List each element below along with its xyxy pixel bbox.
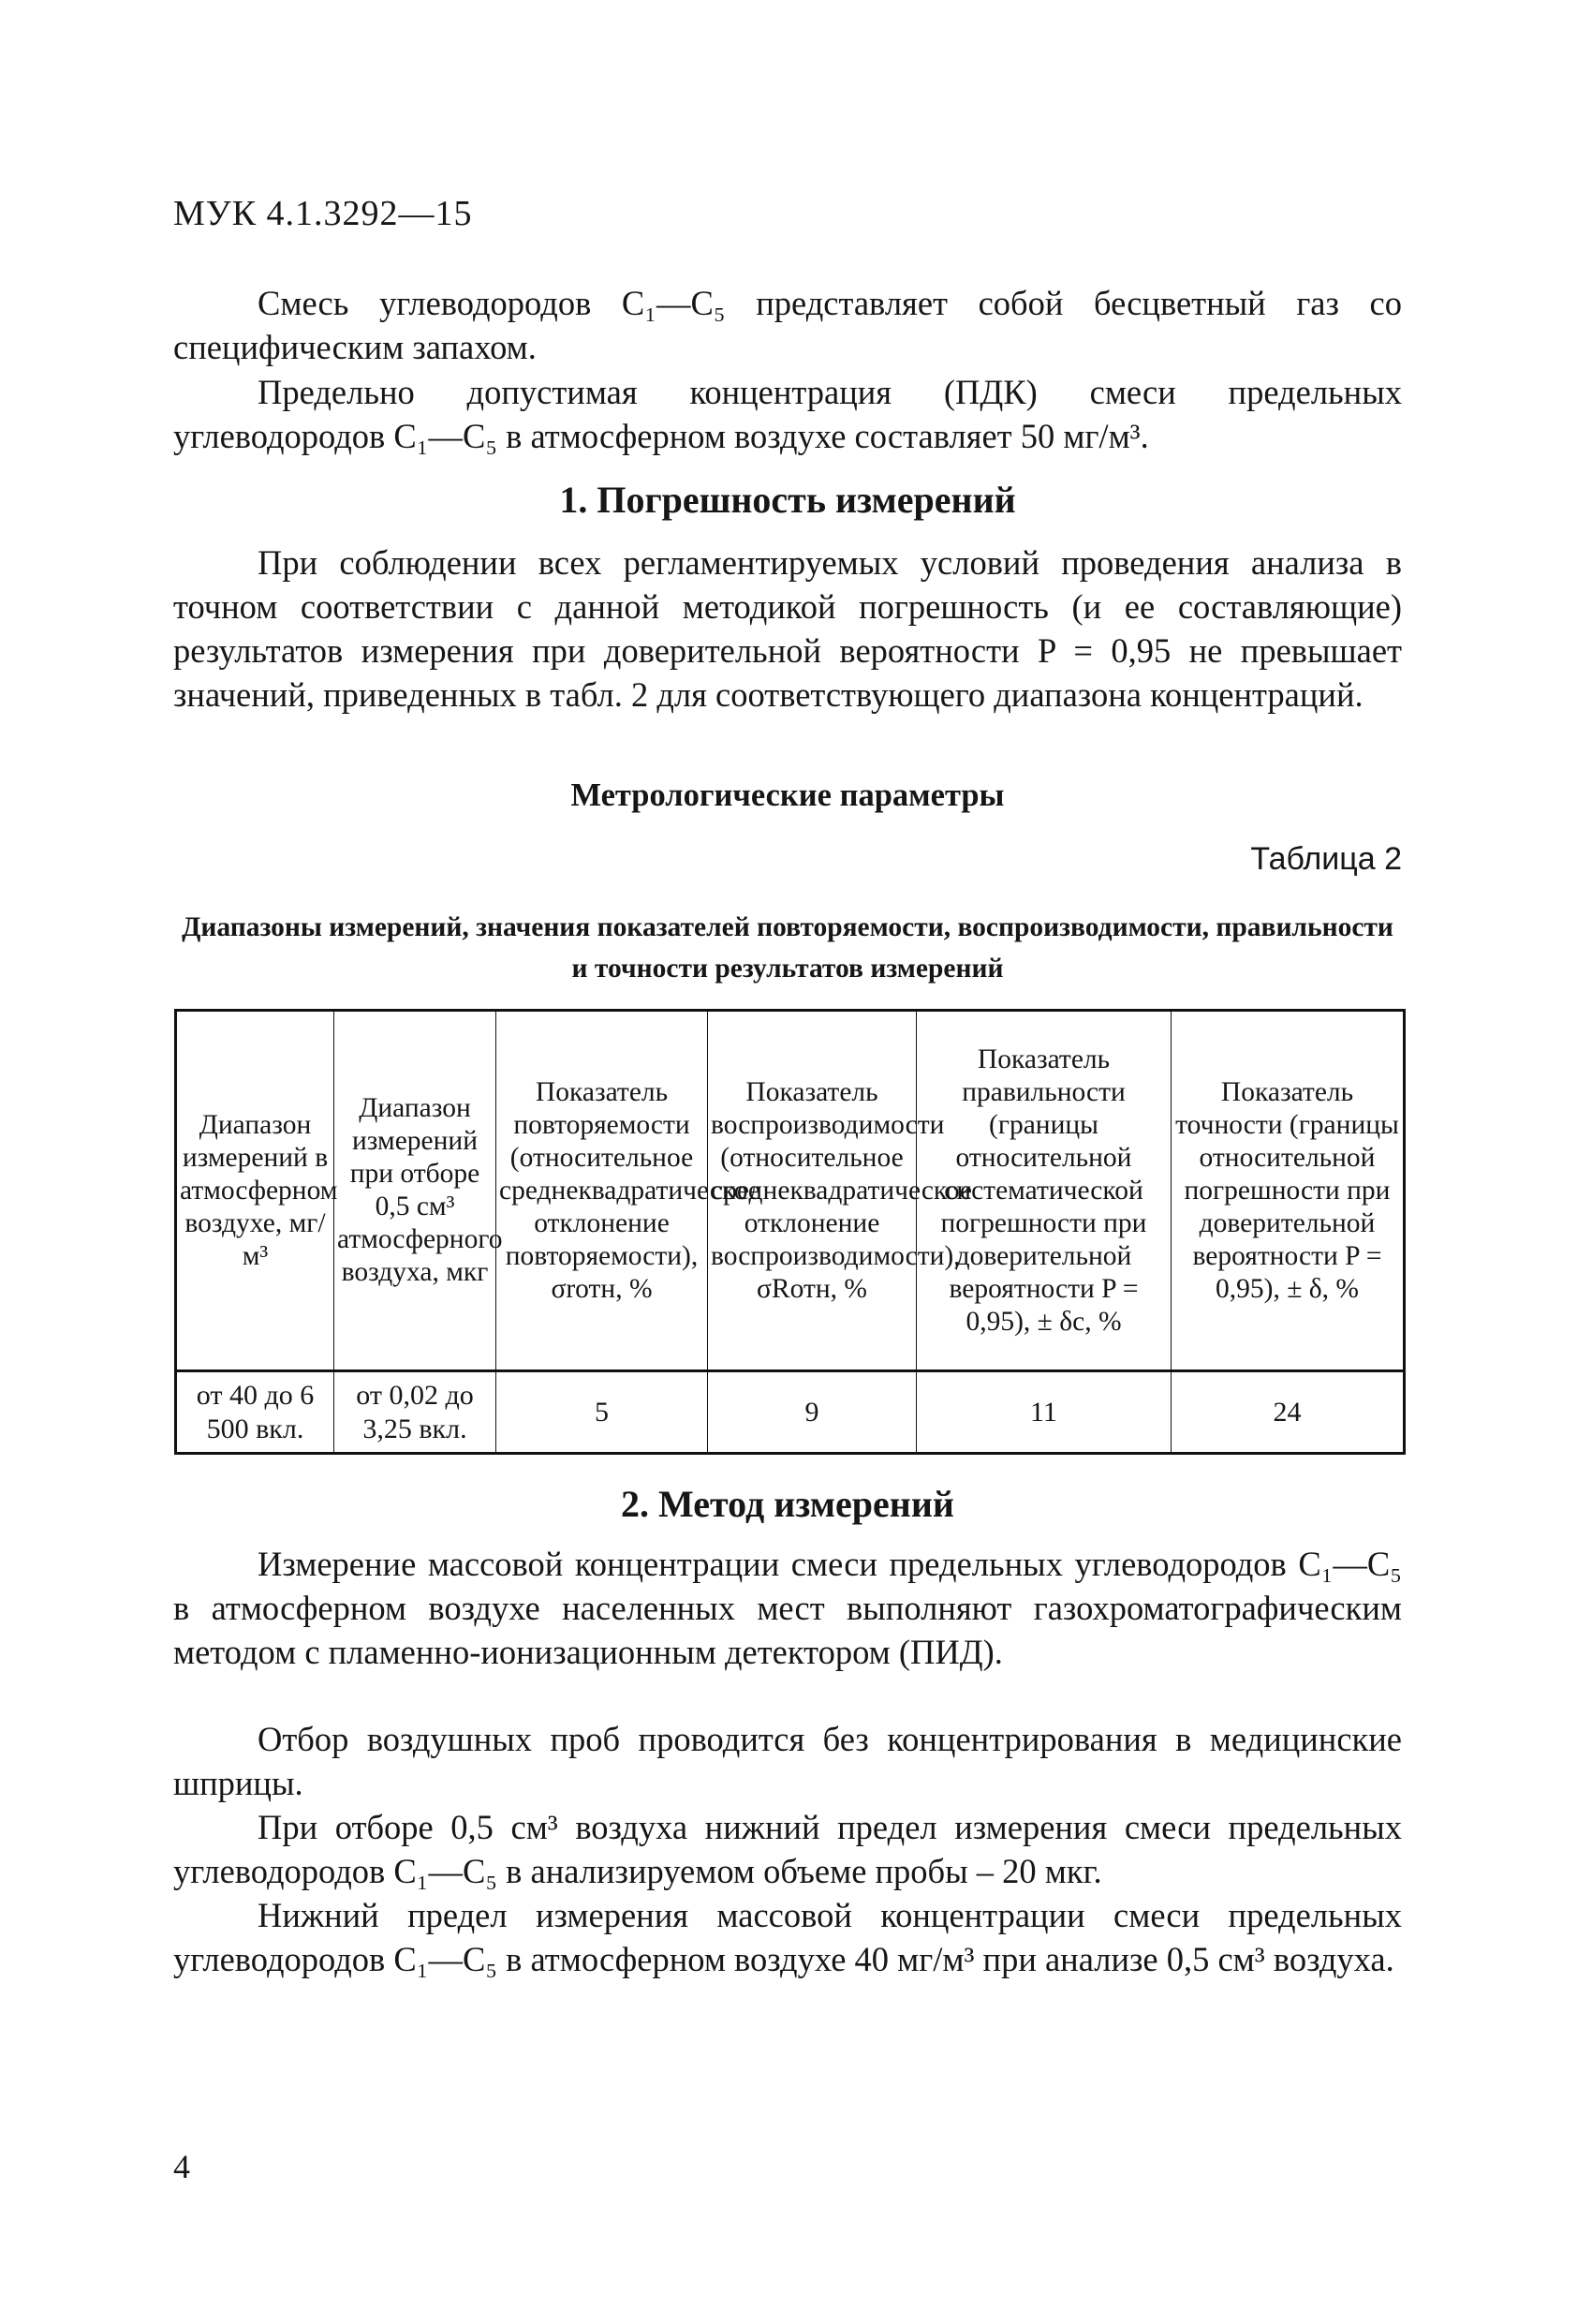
table-cell: 5 xyxy=(496,1371,708,1454)
section-2-title: 2. Метод измерений xyxy=(621,1483,954,1525)
table-cell: 11 xyxy=(917,1371,1172,1454)
table-header-row xyxy=(176,1011,1405,1371)
table-cell: 24 xyxy=(1172,1371,1405,1454)
section-1-subtitle: Метрологические параметры xyxy=(570,777,1005,813)
section-2-paragraph-1: Измерение массовой концентрации смеси предельных углеводородов C₁—C₅ в атмосферном воздухе населенных мест выполняют газохроматографическим методом с пламенно-ионизационным детектором (ПИД). xyxy=(173,1545,1402,1671)
section-1-paragraph: При соблюдении всех регламентируемых условий проведения анализа в точном соответствии с данной методикой погрешность (и ее составляющие) результатов измерения при доверительной вероятности P = 0,95 не превышает значений, приведенных в табл. 2 для соответствующего диапазона концентраций. xyxy=(173,543,1402,714)
table-cell: 9 xyxy=(708,1371,917,1454)
section-1-title: 1. Погрешность измерений xyxy=(559,479,1016,521)
table-header-cell: Диапазон измерений при отборе 0,5 см³ атмосферного воздуха, мкг xyxy=(334,1011,496,1371)
metrological-table xyxy=(174,1009,1406,1455)
table-header-cell: Диапазон измерений в атмосферном воздухе, мг/м³ xyxy=(176,1011,334,1371)
table-row xyxy=(176,1371,1405,1454)
table-label: Таблица 2 xyxy=(1250,841,1402,877)
page-number: 4 xyxy=(173,2148,190,2185)
table-header-cell: Показатель правильности (границы относительной систематической погрешности при доверительной вероятности P = 0,95), ± δс, % xyxy=(917,1011,1172,1371)
table-header-cell: Показатель воспроизводимости (относительное среднеквадратическое отклонение воспроизводимости), σRотн, % xyxy=(708,1011,917,1371)
section-2-paragraph-4: Нижний предел измерения массовой концентрации смеси предельных углеводородов C₁—C₅ в атмосферном воздухе 40 мг/м³ при анализе 0,5 см³ воздуха. xyxy=(173,1896,1402,1978)
table-header-cell: Показатель повторяемости (относительное среднеквадратическое отклонение повторяемости), σrотн, % xyxy=(496,1011,708,1371)
table-cell: от 0,02 до 3,25 вкл. xyxy=(334,1371,496,1454)
intro-paragraph-1: Смесь углеводородов C₁—C₅ представляет собой бесцветный газ со специфическим запахом. xyxy=(173,284,1402,366)
table-cell: от 40 до 6 500 вкл. xyxy=(176,1371,334,1454)
section-2-paragraph-3: При отборе 0,5 см³ воздуха нижний предел измерения смеси предельных углеводородов C₁—C₅ в анализируемом объеме пробы – 20 мкг. xyxy=(173,1808,1402,1890)
table-header-cell: Показатель точности (границы относительной погрешности при доверительной вероятности P = 0,95), ± δ, % xyxy=(1172,1011,1405,1371)
intro-paragraph-2: Предельно допустимая концентрация (ПДК) смеси предельных углеводородов C₁—C₅ в атмосферном воздухе составляет 50 мг/м³. xyxy=(173,373,1402,455)
document-code: МУК 4.1.3292—15 xyxy=(173,194,473,233)
section-2-paragraph-2: Отбор воздушных проб проводится без концентрирования в медицинские шприцы. xyxy=(173,1720,1402,1802)
table-caption: Диапазоны измерений, значения показателей повторяемости, воспроизводимости, правильности и точности результатов измерений xyxy=(182,912,1393,984)
